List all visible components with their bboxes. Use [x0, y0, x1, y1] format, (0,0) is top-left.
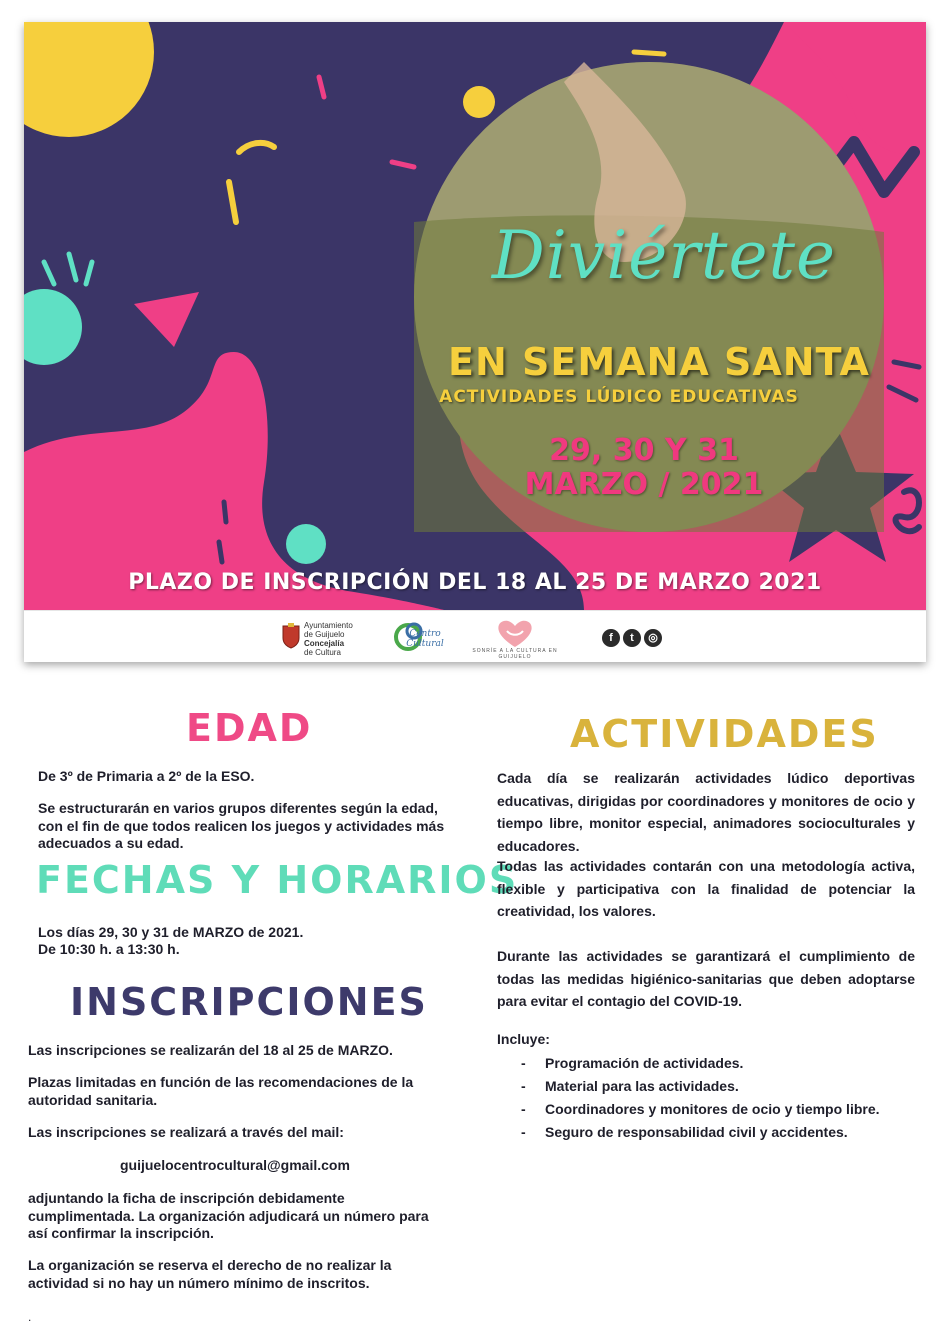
edad-text-2: Se estructurarán en varios grupos diferentes según la edad, con el fin de que todos realicen los juegos y actividades más adecuados a su edad. — [38, 800, 445, 851]
banner-script-title: Diviértete — [491, 217, 837, 294]
banner-subtitle: ACTIVIDADES LÚDICO EDUCATIVAS — [439, 387, 799, 407]
logo-strip — [24, 610, 926, 662]
inscripciones-text-5: La organización se reserva el derecho de no realizar la actividad si no hay un número mínimo de inscritos. — [28, 1257, 392, 1291]
instagram-icon[interactable]: ◎ — [644, 629, 662, 647]
inscripciones-text-2: Plazas limitadas en función de las recomendaciones de la autoridad sanitaria. — [28, 1074, 414, 1108]
includes-label: Incluye: — [497, 1031, 550, 1047]
ayuntamiento-logo — [282, 619, 382, 657]
inscripciones-text-1: Las inscripciones se realizarán del 18 al 25 de MARZO. — [28, 1042, 393, 1058]
banner-deadline: PLAZO DE INSCRIPCIÓN DEL 18 AL 25 DE MARZO 2021 — [128, 570, 822, 595]
actividades-text-2: Todas las actividades contarán con una metodología activa, flexible y participativa con la finalidad de potenciar la creatividad, los valores. — [497, 858, 915, 919]
poster-banner — [24, 22, 926, 662]
ayto-line3: Concejalía — [304, 639, 345, 648]
coat-of-arms-icon — [282, 623, 300, 649]
ayto-line2: de Guijuelo — [304, 630, 345, 639]
actividades-heading: ACTIVIDADES — [570, 712, 879, 756]
inscripciones-email[interactable]: guijuelocentrocultural@gmail.com — [120, 1157, 350, 1173]
ayto-line4: de Cultura — [304, 648, 341, 657]
fechas-heading: FECHAS Y HORARIOS — [36, 858, 519, 902]
list-item: - Seguro de responsabilidad civil y accidentes. — [497, 1121, 915, 1144]
banner-main-title: EN SEMANA SANTA — [448, 340, 870, 384]
list-item: - Material para las actividades. — [497, 1075, 915, 1098]
actividades-text-3: Durante las actividades se garantizará el cumplimiento de todas las medidas higiénico-sanitarias que deben adoptarse para evitar el contagio del COVID-19. — [497, 948, 915, 1009]
facebook-icon[interactable]: f — [602, 629, 620, 647]
sonrie-caption: SONRÍE A LA CULTURA EN GUIJUELO — [472, 648, 558, 660]
edad-text-1: De 3º de Primaria a 2º de la ESO. — [38, 768, 255, 784]
banner-dates-line1: 29, 30 Y 31 — [549, 433, 739, 468]
twitter-icon[interactable]: t — [623, 629, 641, 647]
inscripciones-text-3: Las inscripciones se realizará a través del mail: — [28, 1124, 344, 1140]
banner-dates — [494, 434, 794, 502]
fechas-line-2: De 10:30 h. a 13:30 h. — [38, 941, 180, 957]
edad-heading: EDAD — [186, 706, 313, 750]
footer-dot: . — [28, 1310, 32, 1324]
banner-dates-line2: MARZO / 2021 — [524, 467, 764, 502]
banner-artwork — [24, 22, 926, 610]
social-icons — [602, 628, 665, 647]
list-item: - Coordinadores y monitores de ocio y tiempo libre. — [497, 1098, 915, 1121]
heart-icon — [470, 617, 560, 649]
ayto-line1: Ayuntamiento — [304, 621, 353, 630]
actividades-text-1: Cada día se realizarán actividades lúdico deportivas educativas, dirigidas por coordinadores y monitores de ocio y tiempo libre, monitor especial, animadores socioculturales y educadores. — [497, 770, 915, 854]
sonrie-cultura-logo — [470, 617, 560, 660]
inscripciones-text-4: adjuntando la ficha de inscripción debidamente cumplimentada. La organización adjudicará un número para así confirmar la inscripción. — [28, 1190, 429, 1241]
fechas-line-1: Los días 29, 30 y 31 de MARZO de 2021. — [38, 924, 304, 940]
list-item: - Programación de actividades. — [497, 1052, 915, 1075]
centro-cultural-logo — [390, 617, 460, 657]
includes-list — [497, 1030, 915, 1144]
centro-cultural-text: Centro Cultural — [406, 629, 444, 649]
inscripciones-heading: INSCRIPCIONES — [70, 980, 428, 1024]
